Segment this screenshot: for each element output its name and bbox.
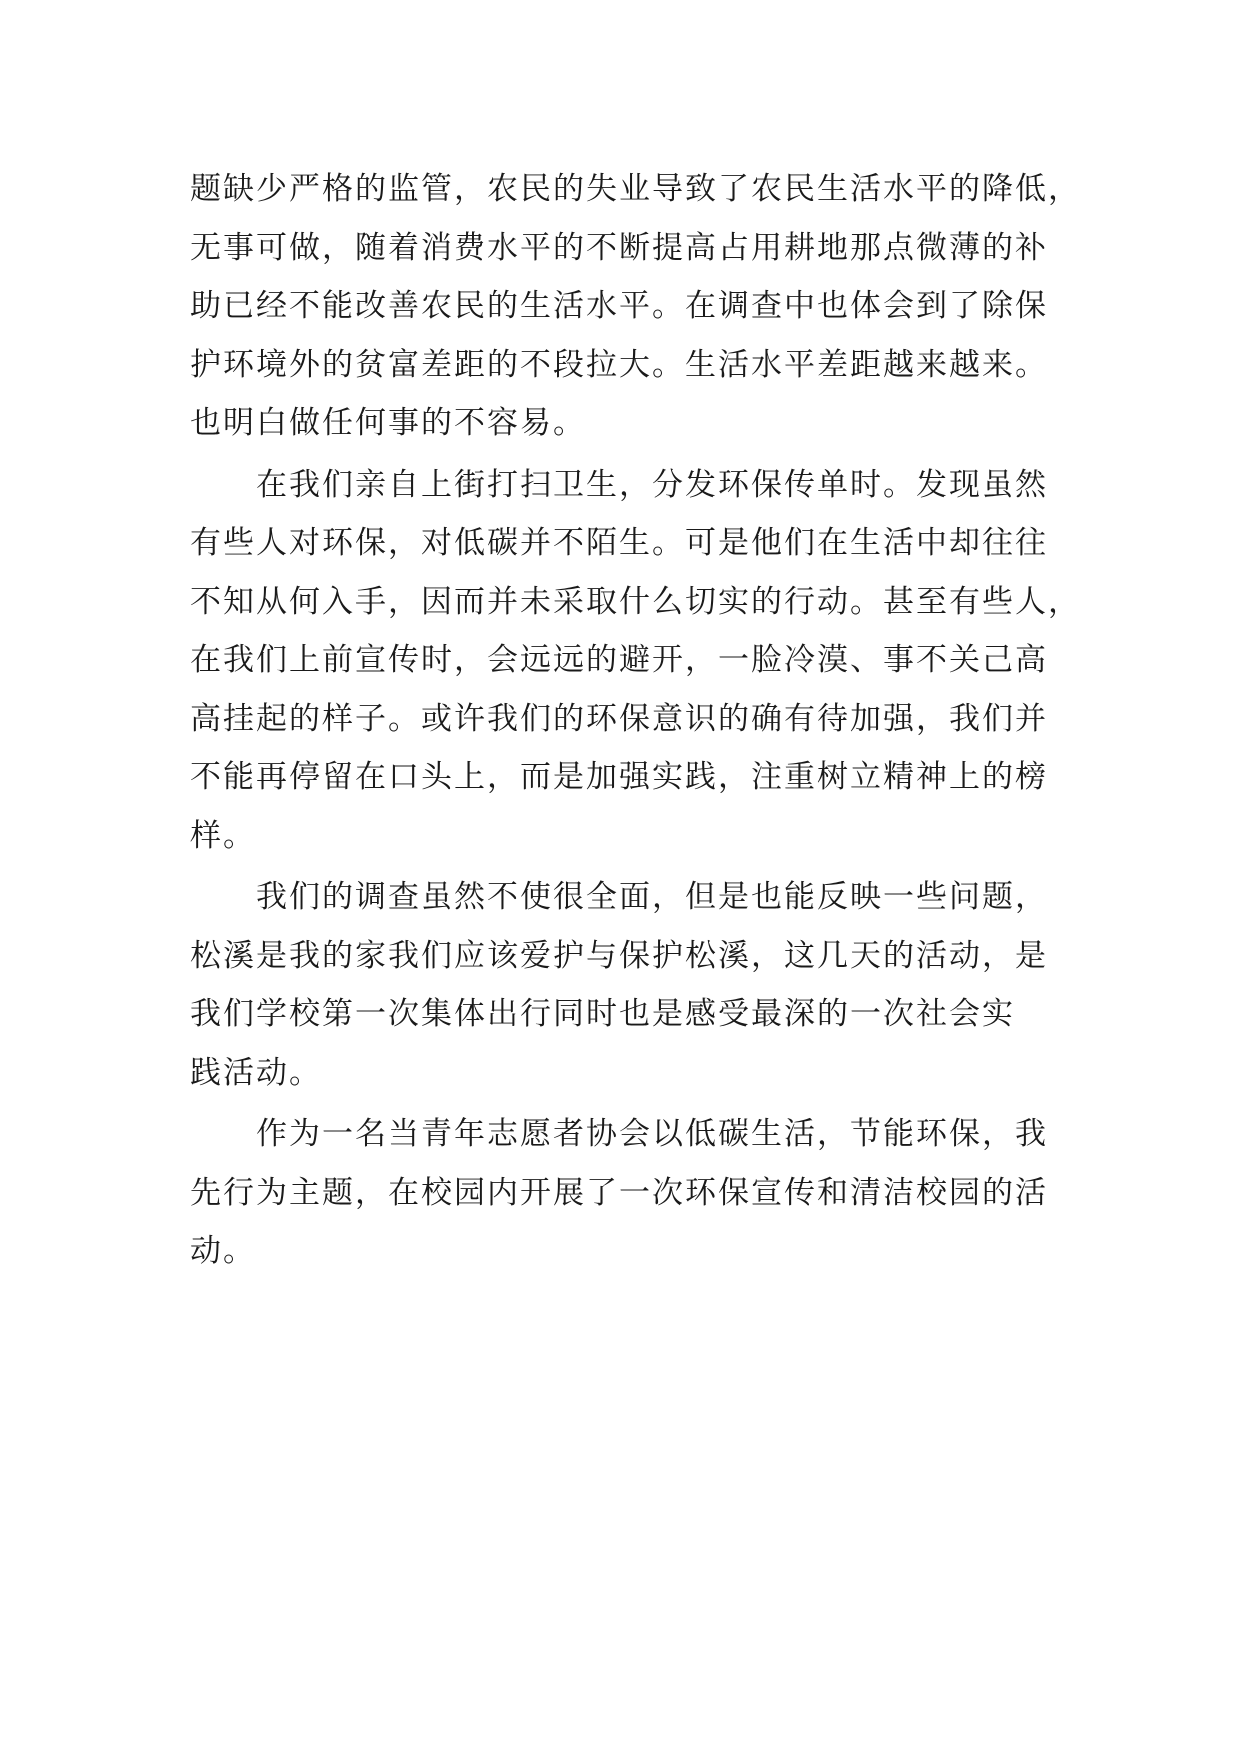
text-line: 我们的调查虽然不使很全面，但是也能反映一些问题， (190, 879, 1048, 915)
text-line: 高挂起的样子。或许我们的环保意识的确有待加强，我们并 (190, 700, 1048, 737)
text-line: 践活动。 (190, 1054, 322, 1091)
text-line: 作为一名当青年志愿者协会以低碳生活，节能环保，我 (190, 1116, 1048, 1152)
text-line: 护环境外的贫富差距的不段拉大。生活水平差距越来越来。 (190, 346, 1048, 383)
text-line: 不能再停留在口头上，而是加强实践，注重树立精神上的榜 (190, 759, 1048, 795)
document-body (190, 160, 1090, 1281)
text-line: 在我们上前宣传时，会远远的避开，一脸冷漠、事不关己高 (190, 642, 1048, 678)
text-line: 动。 (190, 1233, 256, 1269)
text-line: 我们学校第一次集体出行同时也是感受最深的一次社会实 (190, 996, 1015, 1032)
text-line: 无事可做，随着消费水平的不断提高占用耕地那点微薄的补 (190, 229, 1048, 266)
text-line: 有些人对环保，对低碳并不陌生。可是他们在生活中却往往 (190, 525, 1048, 561)
text-line: 样。 (190, 817, 256, 854)
text-line: 先行为主题，在校园内开展了一次环保宣传和清洁校园的活 (190, 1174, 1048, 1211)
text-line: 不知从何入手，因而并未采取什么切实的行动。甚至有些人， (190, 583, 1081, 620)
text-line: 题缺少严格的监管，农民的失业导致了农民生活水平的降低， (190, 171, 1081, 207)
text-line: 助已经不能改善农民的生活水平。在调查中也体会到了除保 (190, 288, 1048, 324)
text-line: 松溪是我的家我们应该爱护与保护松溪，这几天的活动，是 (190, 937, 1048, 974)
text-line: 也明白做任何事的不容易。 (190, 405, 586, 441)
text-line: 在我们亲自上街打扫卫生，分发环保传单时。发现虽然 (190, 466, 1048, 503)
